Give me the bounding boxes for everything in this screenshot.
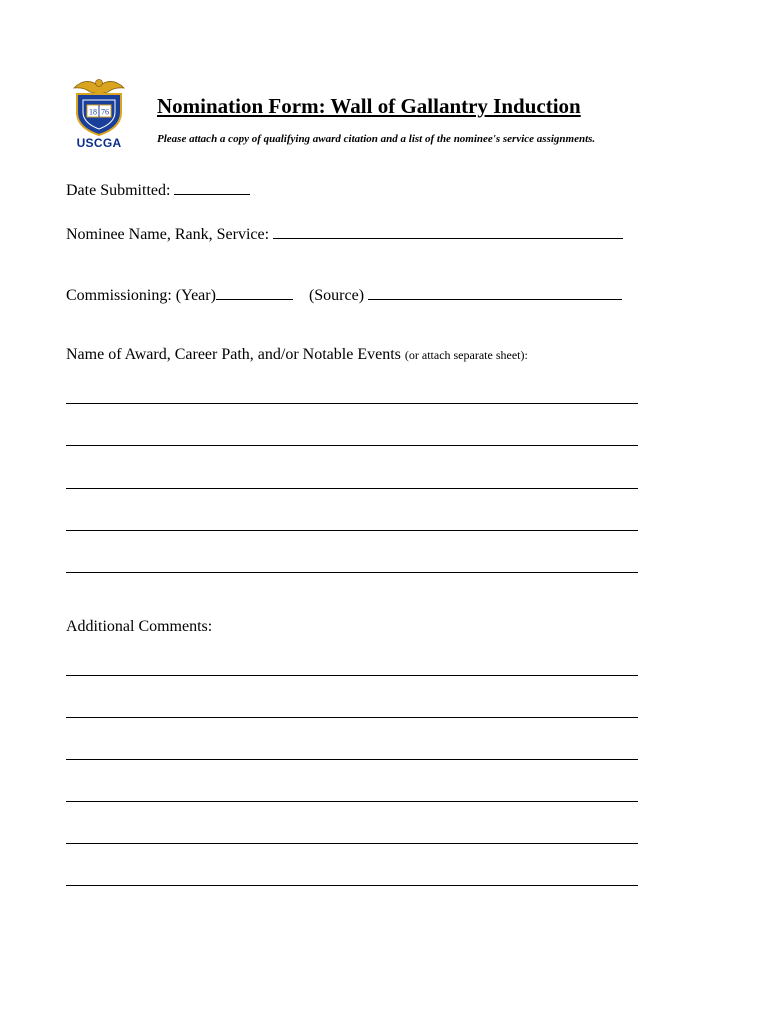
logo-label: USCGA <box>76 136 122 150</box>
uscga-logo <box>68 74 130 154</box>
commissioning-row <box>66 285 622 305</box>
nominee-label: Nominee Name, Rank, Service: <box>66 226 270 243</box>
commissioning-year-field[interactable] <box>216 285 293 300</box>
award-line[interactable] <box>66 488 638 489</box>
award-line[interactable] <box>66 572 638 573</box>
logo-year-right: 76 <box>101 107 109 117</box>
uscga-crest-icon <box>68 74 130 136</box>
date-submitted-field[interactable] <box>174 180 250 195</box>
award-row <box>66 346 528 364</box>
commissioning-source-field[interactable] <box>368 285 622 300</box>
nominee-field[interactable] <box>273 224 623 239</box>
page-title: Nomination Form: Wall of Gallantry Induction <box>157 94 581 118</box>
comments-line[interactable] <box>66 717 638 718</box>
comments-line[interactable] <box>66 843 638 844</box>
comments-label: Additional Comments: <box>66 618 213 635</box>
comments-line[interactable] <box>66 675 638 676</box>
date-submitted-row <box>66 180 250 200</box>
logo-year-left: 18 <box>89 107 97 117</box>
comments-line[interactable] <box>66 885 638 886</box>
comments-line[interactable] <box>66 801 638 802</box>
award-label: Name of Award, Career Path, and/or Notable Events <box>66 346 401 363</box>
commissioning-year-label: Commissioning: (Year) <box>66 287 216 304</box>
page-subtitle: Please attach a copy of qualifying award citation and a list of the nominee's service assignments. <box>157 133 596 145</box>
award-line[interactable] <box>66 403 638 404</box>
award-line[interactable] <box>66 445 638 446</box>
date-submitted-label: Date Submitted: <box>66 182 171 199</box>
award-note: (or attach separate sheet): <box>404 348 528 362</box>
comments-line[interactable] <box>66 759 638 760</box>
nominee-row <box>66 224 623 244</box>
award-line[interactable] <box>66 530 638 531</box>
commissioning-source-label: (Source) <box>308 287 365 304</box>
